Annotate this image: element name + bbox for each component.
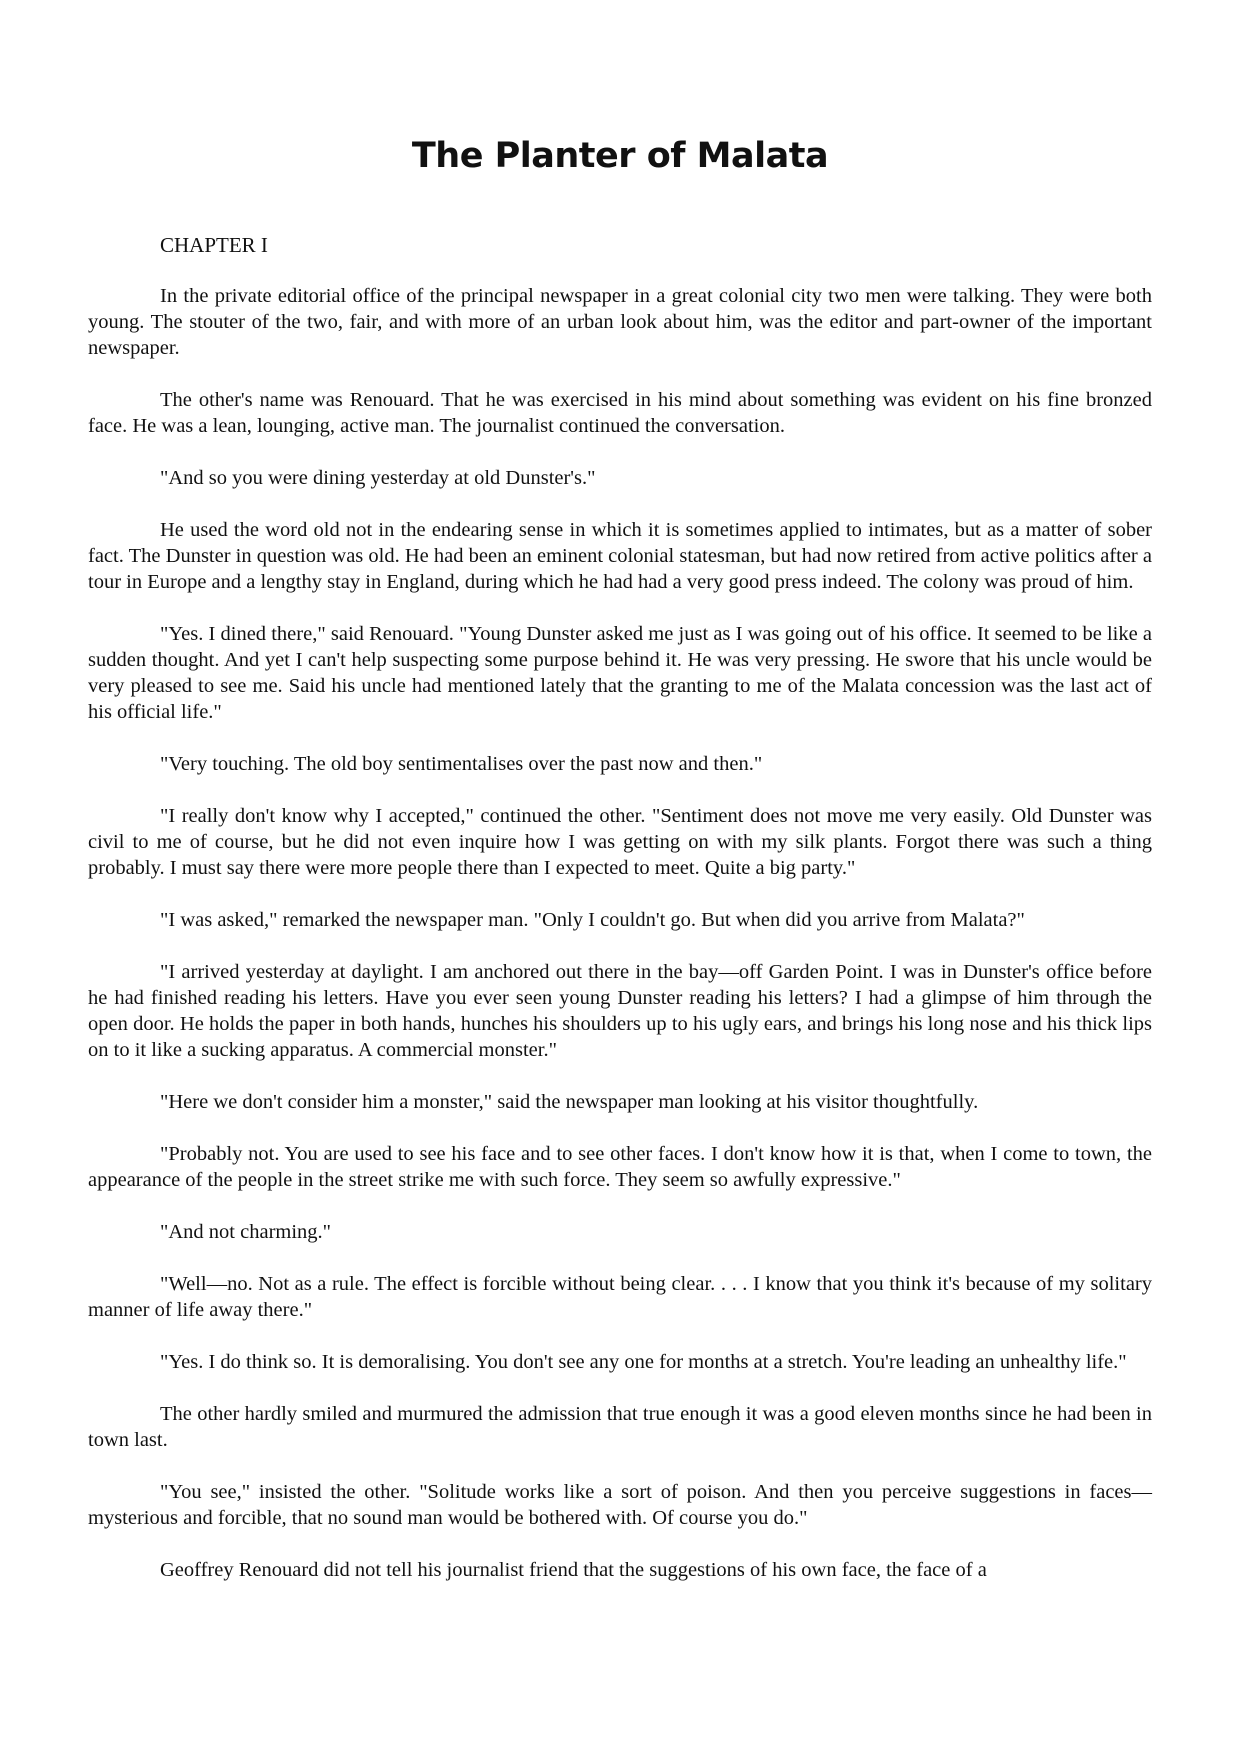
paragraph: The other's name was Renouard. That he was exercised in his mind about something was evident on his fine bronzed face. He was a lean, lounging, active man. The journalist continued the conversation. <box>88 389 1152 437</box>
paragraph: "Very touching. The old boy sentimentalises over the past now and then." <box>160 753 763 775</box>
paragraph: "I arrived yesterday at daylight. I am anchored out there in the bay—off Garden Point. I was in Dunster's office before he had finished reading his letters. Have you ever seen young Dunster reading his letters? I had a glimpse of him through the open door. He holds the paper in both hands, hunches his shoulders up to his ugly ears, and brings his long nose and his thick lips on to it like a sucking apparatus. A commercial monster." <box>88 961 1152 1061</box>
paragraph: The other hardly smiled and murmured the admission that true enough it was a good eleven months since he had been in town last. <box>88 1403 1152 1451</box>
document-title: The Planter of Malata <box>411 136 829 176</box>
paragraph: "Here we don't consider him a monster," said the newspaper man looking at his visitor thoughtfully. <box>160 1091 979 1113</box>
paragraph: "Yes. I dined there," said Renouard. "Young Dunster asked me just as I was going out of his office. It seemed to be like a sudden thought. And yet I can't help suspecting some purpose behind it. He was very pressing. He swore that his uncle would be very pleased to see me. Said his uncle had mentioned lately that the granting to me of the Malata concession was the last act of his official life." <box>88 623 1152 723</box>
paragraph: "I really don't know why I accepted," continued the other. "Sentiment does not move me very easily. Old Dunster was civil to me of course, but he did not even inquire how I was getting on with my silk plants. Forgot there was such a thing probably. I must say there were more people there than I expected to meet. Quite a big party." <box>88 805 1152 879</box>
paragraph: Geoffrey Renouard did not tell his journalist friend that the suggestions of his own face, the face of a <box>160 1559 987 1581</box>
paragraph: "I was asked," remarked the newspaper man. "Only I couldn't go. But when did you arrive from Malata?" <box>160 909 1025 931</box>
paragraph: "You see," insisted the other. "Solitude works like a sort of poison. And then you perceive suggestions in faces—mysterious and forcible, that no sound man would be bothered with. Of course you do." <box>88 1481 1152 1529</box>
paragraph: He used the word old not in the endearing sense in which it is sometimes applied to intimates, but as a matter of sober fact. The Dunster in question was old. He had been an eminent colonial statesman, but had now retired from active politics after a tour in Europe and a lengthy stay in England, during which he had had a very good press indeed. The colony was proud of him. <box>88 519 1152 593</box>
chapter-heading: CHAPTER I <box>160 233 268 257</box>
paragraph: "Yes. I do think so. It is demoralising. You don't see any one for months at a stretch. You're leading an unhealthy life." <box>160 1351 1127 1373</box>
paragraph: In the private editorial office of the principal newspaper in a great colonial city two men were talking. They were both young. The stouter of the two, fair, and with more of an urban look about him, was the editor and part-owner of the important newspaper. <box>88 285 1152 359</box>
paragraph: "And not charming." <box>160 1221 332 1243</box>
paragraph: "Well—no. Not as a rule. The effect is forcible without being clear. . . . I know that you think it's because of my solitary manner of life away there." <box>88 1273 1152 1321</box>
paragraph: "And so you were dining yesterday at old Dunster's." <box>160 467 596 489</box>
paragraph: "Probably not. You are used to see his face and to see other faces. I don't know how it is that, when I come to town, the appearance of the people in the street strike me with such force. They seem so awfully expressive." <box>88 1143 1152 1191</box>
